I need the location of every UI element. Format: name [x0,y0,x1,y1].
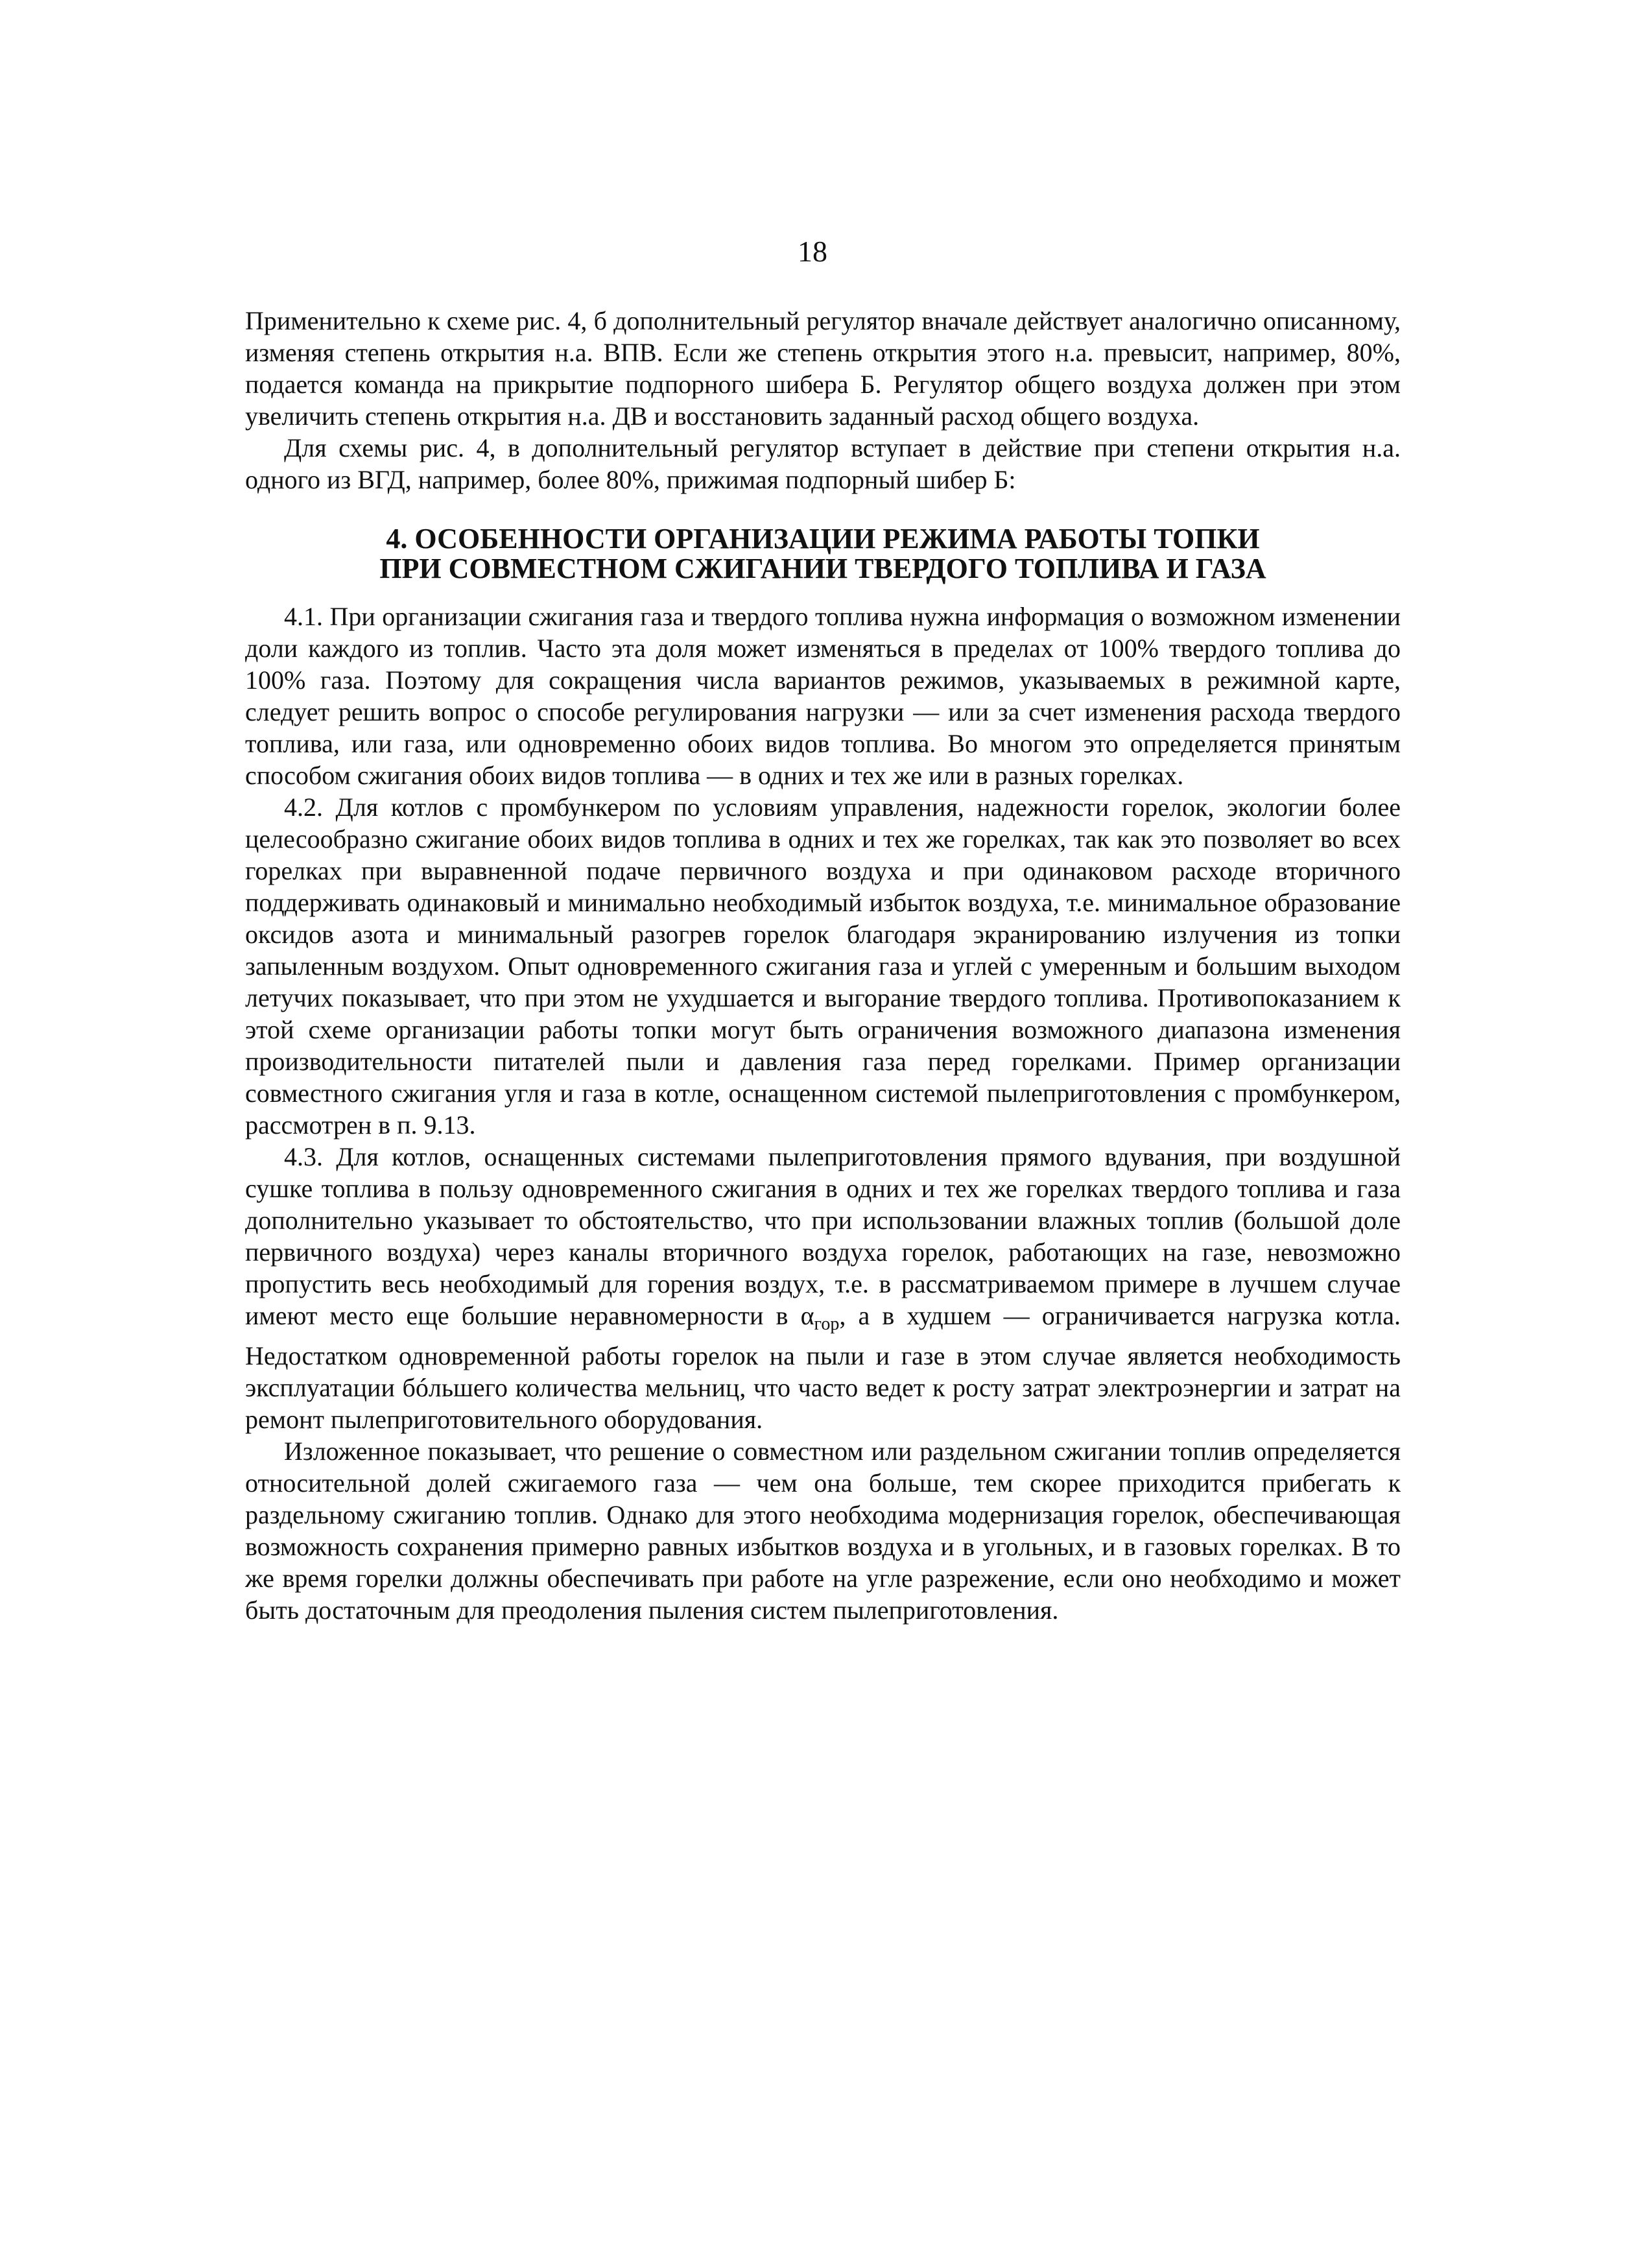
paragraph-4-1: 4.1. При организации сжигания газа и твердого топлива нужна информация о возможном изменении доли каждого из топлив. Часто эта доля может изменяться в пределах от 100% твердого топлива до 100% газа. Поэтому для сокращения числа вариантов режимов, указываемых в режимной карте, следует решить вопрос о способе регулирования нагрузки — или за счет изменения расхода твердого топлива, или газа, или одновременно обоих видов топлива. Во многом это определяется принятым способом сжигания обоих видов топлива — в одних и тех же или в разных горелках. [245,602,1401,790]
intro-paragraph-1: Применительно к схеме рис. 4, б дополнительный регулятор вначале действует аналогично описанному, изменяя степень открытия н.а. ВПВ. Если же степень открытия этого н.а. превысит, например, 80%, подается команда на прикрытие подпорного шибера Б. Регулятор общего воздуха должен при этом увеличить степень открытия н.а. ДВ и восстановить заданный расход общего воздуха. [245,306,1401,431]
intro-paragraph-2: Для схемы рис. 4, в дополнительный регулятор вступает в действие при степени открытия н.а. одного из ВГД, например, более 80%, прижимая подпорный шибер Б: [245,433,1401,494]
paragraph-conclusion: Изложенное показывает, что решение о совместном или раздельном сжигании топлив определяется относительной долей сжигаемого газа — чем она больше, тем скорее приходится прибегать к раздельному сжиганию топлив. Однако для этого необходима модернизация горелок, обеспечивающая возможность сохранения примерно равных избытков воздуха и в угольных, и в газовых горелках. В то же время горелки должны обеспечивать при работе на угле разрежение, если оно необходимо и может быть достаточным для преодоления пыления систем пылеприготовления. [245,1437,1401,1625]
alpha-subscript: гор [814,1314,840,1334]
paragraph-4-3-part-a: 4.3. Для котлов, оснащенных системами пылеприготовления прямого вдувания, при воздушной сушке топлива в пользу одновременного сжигания в одних и тех же горелках твердого топлива и газа дополнительно указывает то обстоятельство, что при использовании влажных топлив (большой доле первичного воздуха) через каналы вторичного воздуха горелок, работающих на газе, невозможно пропустить весь необходимый для горения воздух, т.е. в рассматриваемом примере в лучшем случае имеют место еще большие неравномерности в α [245,1142,1401,1330]
section-heading-line-1: 4. ОСОБЕННОСТИ ОРГАНИЗАЦИИ РЕЖИМА РАБОТЫ ТОПКИ [386,523,1260,555]
paragraph-4-2: 4.2. Для котлов с промбункером по условиям управления, надежности горелок, экологии более целесообразно сжигание обоих видов топлива в одних и тех же горелках, так как это позволяет во всех горелках при выравненной подаче первичного воздуха и при одинаковом расходе вторичного поддерживать одинаковый и минимально необходимый избыток воздуха, т.е. минимальное образование оксидов азота и минимальный разогрев горелок благодаря экранированию излучения из топки запыленным воздухом. Опыт одновременного сжигания газа и углей с умеренным и большим выходом летучих показывает, что при этом не ухудшается и выгорание твердого топлива. Противопоказанием к этой схеме организации работы топки могут быть ограничения возможного диапазона изменения производительности питателей пыли и давления газа перед горелками. Пример организации совместного сжигания угля и газа в котле, оснащенном системой пылеприготовления с промбункером, рассмотрен в п. 9.13. [245,793,1401,1140]
section-heading-line-2: ПРИ СОВМЕСТНОМ СЖИГАНИИ ТВЕРДОГО ТОПЛИВА И ГАЗА [379,553,1266,584]
paragraph-4-3-part-b: , а в худшем — ограничивается нагрузка котла. Недостатком одновременной работы горелок на пыли и газе в этом случае является необходимость эксплуатации бóльшего количества мельниц, что часто ведет к росту затрат электроэнергии и затрат на ремонт пылеприготовительного оборудования. [245,1301,1401,1434]
page-body [245,305,1401,1626]
section-heading [245,524,1401,584]
page-number: 18 [798,235,827,268]
paragraph-4-3 [245,1141,1401,1435]
